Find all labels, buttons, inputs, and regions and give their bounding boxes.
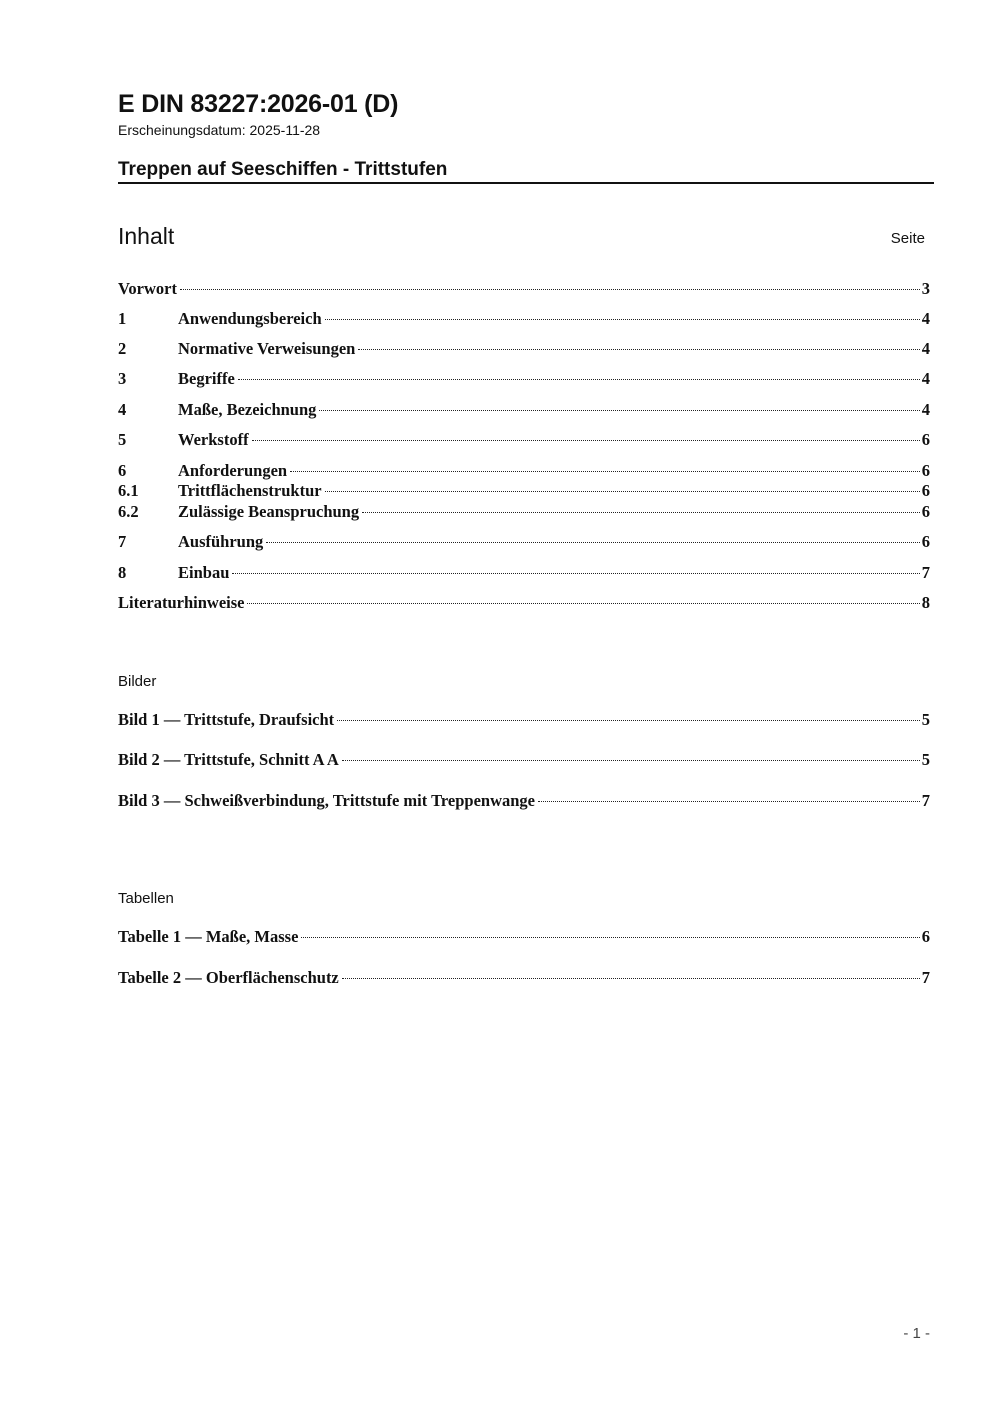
toc-entry-number: 6 (118, 461, 127, 480)
toc-entry-text: Trittflächenstruktur (178, 481, 322, 500)
toc-entry-number: 5 (118, 430, 127, 449)
toc-entry-4[interactable] (118, 400, 930, 422)
table-entry-page: 6 (921, 927, 930, 946)
toc-entry-number: 4 (118, 400, 127, 419)
toc-entry-text: Begriffe (178, 369, 235, 388)
toc-entry-page: 6 (921, 532, 930, 551)
page-number: - 1 - (903, 1325, 930, 1342)
dot-leader (342, 760, 920, 761)
table-entry-text: Tabelle 1 — Maße, Masse (118, 927, 299, 946)
tables-heading: Tabellen (118, 890, 174, 907)
figure-entry-2[interactable] (118, 750, 930, 772)
toc-entry-7[interactable] (118, 532, 930, 554)
dot-leader (180, 289, 920, 290)
toc-entry-page: 6 (921, 481, 930, 500)
figure-entry-text: Bild 2 — Trittstufe, Schnitt A A (118, 750, 339, 769)
dot-leader (247, 603, 919, 604)
toc-entry-number: 3 (118, 369, 127, 388)
toc-entry-text: Ausführung (178, 532, 264, 551)
toc-entry-vorwort[interactable] (118, 279, 930, 301)
toc-entry-number: 7 (118, 532, 127, 551)
table-entry-text: Tabelle 2 — Oberflächenschutz (118, 968, 339, 987)
toc-entry-page: 7 (921, 563, 930, 582)
table-entry-2[interactable] (118, 968, 930, 990)
toc-entry-3[interactable] (118, 369, 930, 391)
page-column-label: Seite (890, 230, 925, 247)
publication-date: Erscheinungsdatum: 2025-11-28 (118, 122, 321, 138)
toc-entry-number: 6.2 (118, 502, 139, 521)
toc-entry-6-1[interactable] (118, 481, 930, 503)
toc-entry-page: 8 (921, 593, 930, 612)
toc-entry-page: 6 (921, 461, 930, 480)
toc-entry-text: Einbau (178, 563, 230, 582)
toc-entry-page: 4 (921, 309, 930, 328)
figure-entry-page: 5 (921, 710, 930, 729)
figure-entry-1[interactable] (118, 710, 930, 732)
title-divider (118, 182, 934, 184)
dot-leader (301, 937, 919, 938)
toc-entry-text: Werkstoff (178, 430, 249, 449)
toc-entry-6[interactable] (118, 461, 930, 483)
toc-entry-number: 1 (118, 309, 127, 328)
dot-leader (238, 379, 920, 380)
toc-entry-literaturhinweise[interactable] (118, 593, 930, 615)
toc-entry-number: 6.1 (118, 481, 139, 500)
toc-entry-2[interactable] (118, 339, 930, 361)
toc-entry-text: Anforderungen (178, 461, 288, 480)
toc-entry-number: 2 (118, 339, 127, 358)
dot-leader (266, 542, 919, 543)
toc-entry-page: 4 (921, 369, 930, 388)
dot-leader (319, 410, 919, 411)
toc-entry-page: 4 (921, 339, 930, 358)
dot-leader (252, 440, 920, 441)
figure-entry-page: 7 (921, 791, 930, 810)
figure-entry-text: Bild 3 — Schweißverbindung, Trittstufe mit Treppenwange (118, 791, 535, 810)
figure-entry-text: Bild 1 — Trittstufe, Draufsicht (118, 710, 335, 729)
toc-entry-text: Literaturhinweise (118, 593, 245, 612)
figure-entry-page: 5 (921, 750, 930, 769)
dot-leader (337, 720, 920, 721)
toc-entry-text: Zulässige Beanspruchung (178, 502, 360, 521)
dot-leader (232, 573, 919, 574)
toc-entry-1[interactable] (118, 309, 930, 331)
toc-entry-page: 6 (921, 502, 930, 521)
table-entry-1[interactable] (118, 927, 930, 949)
table-entry-page: 7 (921, 968, 930, 987)
toc-entry-page: 3 (921, 279, 930, 298)
figures-heading: Bilder (118, 673, 157, 690)
figure-entry-3[interactable] (118, 791, 930, 813)
dot-leader (325, 319, 920, 320)
toc-entry-5[interactable] (118, 430, 930, 452)
dot-leader (358, 349, 919, 350)
toc-entry-text: Vorwort (118, 279, 177, 298)
dot-leader (290, 471, 920, 472)
toc-entry-8[interactable] (118, 563, 930, 585)
toc-entry-text: Normative Verweisungen (178, 339, 356, 358)
toc-entry-number: 8 (118, 563, 127, 582)
toc-heading: Inhalt (118, 223, 175, 249)
toc-entry-6-2[interactable] (118, 502, 930, 524)
toc-entry-text: Anwendungsbereich (178, 309, 322, 328)
document-id: E DIN 83227:2026-01 (D) (118, 90, 399, 118)
toc-entry-page: 4 (921, 400, 930, 419)
dot-leader (362, 512, 920, 513)
toc-entry-page: 6 (921, 430, 930, 449)
toc-entry-text: Maße, Bezeichnung (178, 400, 317, 419)
dot-leader (325, 491, 920, 492)
dot-leader (342, 978, 920, 979)
dot-leader (538, 801, 920, 802)
document-title: Treppen auf Seeschiffen - Trittstufen (118, 159, 448, 180)
